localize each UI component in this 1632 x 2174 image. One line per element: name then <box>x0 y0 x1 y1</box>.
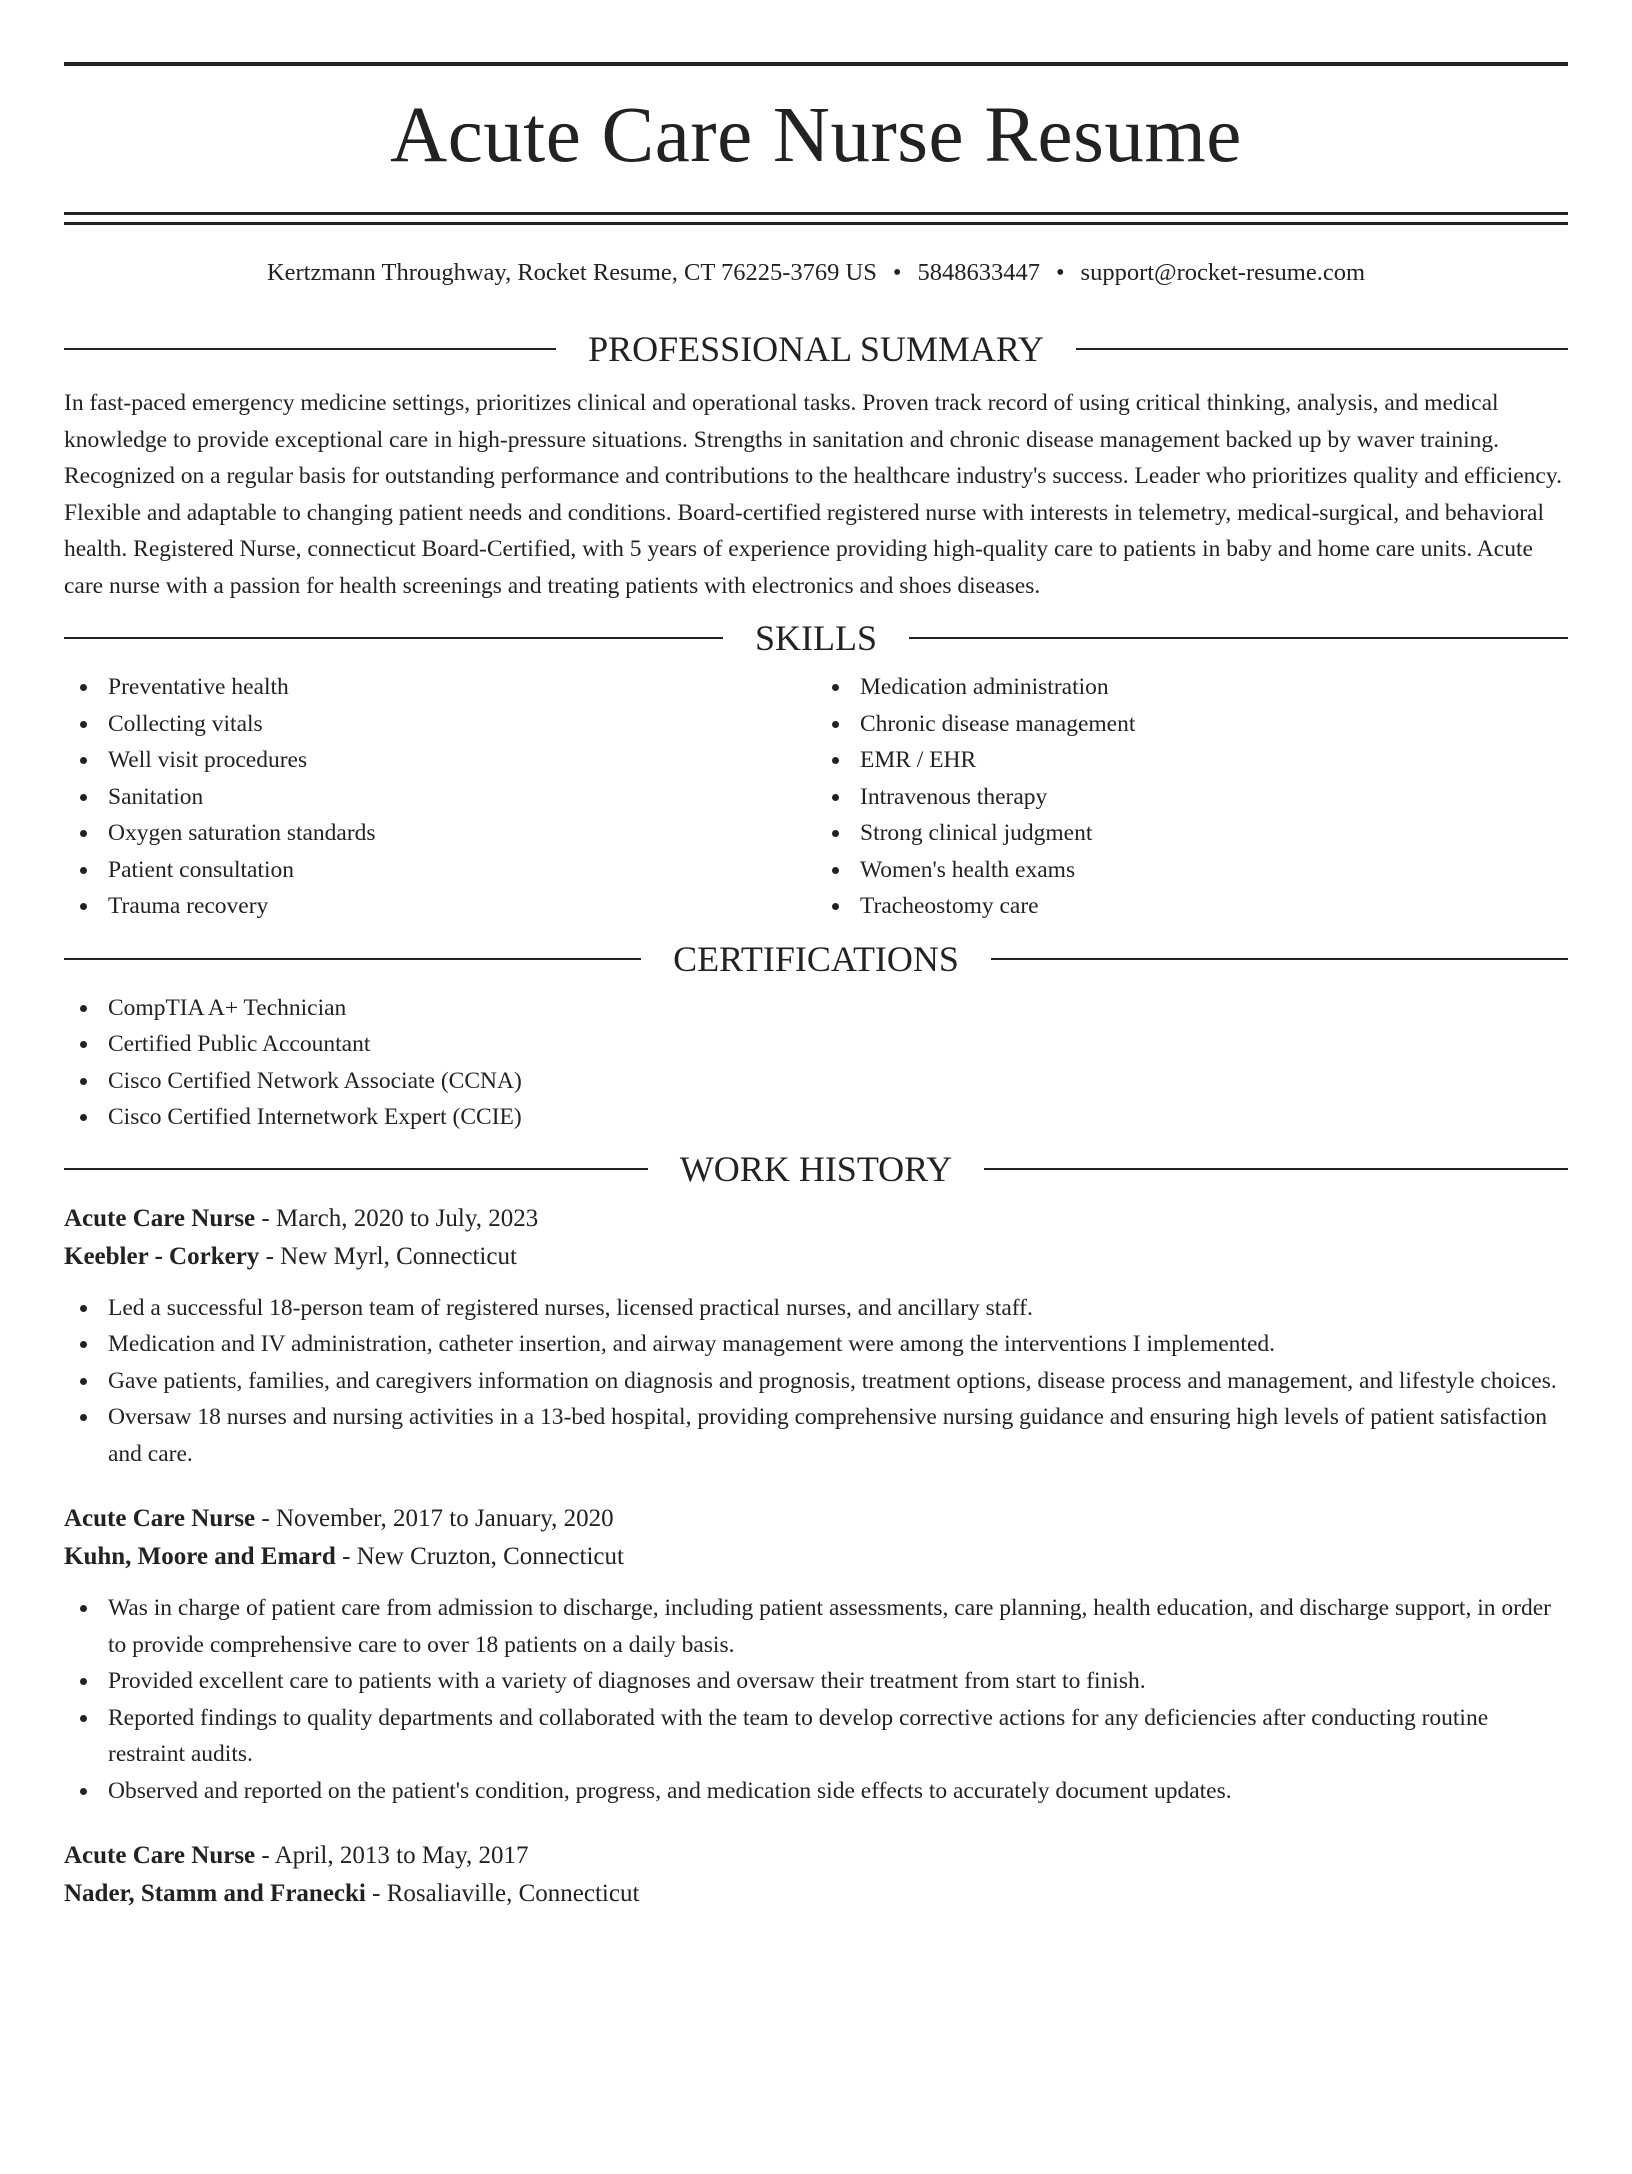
contact-email: support@rocket-resume.com <box>1080 259 1366 286</box>
skills-left-list <box>64 669 816 925</box>
skill-item: EMR / EHR <box>816 742 1568 779</box>
skill-item: Strong clinical judgment <box>816 815 1568 852</box>
dash: - <box>255 1505 276 1532</box>
skill-item: Women's health exams <box>816 852 1568 889</box>
job-entry <box>64 1200 1568 1473</box>
certification-item: Certified Public Accountant <box>64 1026 1568 1063</box>
skill-item: Well visit procedures <box>64 742 816 779</box>
job-company: Keebler - Corkery <box>64 1242 260 1270</box>
skills-column-left <box>64 669 816 925</box>
job-location: New Cruzton, Connecticut <box>356 1543 624 1570</box>
resume-page <box>0 62 1632 2174</box>
skill-item: Sanitation <box>64 779 816 816</box>
dash: - <box>255 1204 276 1232</box>
job-title: Acute Care Nurse <box>64 1505 256 1532</box>
skills-list <box>64 669 1568 925</box>
page-title: Acute Care Nurse Resume <box>390 92 1242 179</box>
job-company-line <box>64 1538 1568 1576</box>
section-heading-summary <box>64 329 1568 369</box>
section-title: PROFESSIONAL SUMMARY <box>588 329 1044 369</box>
heading-rule <box>64 958 641 960</box>
job-bullet: Provided excellent care to patients with a variety of diagnoses and oversaw their treatment from start to finish. <box>64 1663 1568 1700</box>
section-title: WORK HISTORY <box>679 1148 953 1189</box>
job-entry <box>64 1837 1568 1913</box>
dash: - <box>335 1543 357 1570</box>
section-heading-certifications <box>64 939 1568 979</box>
job-location: Rosaliaville, Connecticut <box>386 1880 640 1907</box>
section-heading-skills <box>64 618 1568 658</box>
job-title-line <box>64 1200 1568 1238</box>
job-dates: March, 2020 to July, 2023 <box>275 1204 539 1232</box>
contact-address: Kertzmann Throughway, Rocket Resume, CT 76225-3769 US <box>266 259 877 286</box>
certification-item: CompTIA A+ Technician <box>64 990 1568 1027</box>
skill-item: Medication administration <box>816 669 1568 706</box>
skills-right-list <box>816 669 1568 925</box>
heading-rule <box>64 348 556 350</box>
skill-item: Tracheostomy care <box>816 888 1568 925</box>
job-bullet: Oversaw 18 nurses and nursing activities in a 13-bed hospital, providing comprehensive nursing guidance and ensuring high levels of patient satisfaction and care. <box>64 1399 1568 1472</box>
skill-item: Intravenous therapy <box>816 779 1568 816</box>
job-title-line <box>64 1837 1568 1875</box>
contact-separator: • <box>1055 259 1065 286</box>
certification-item: Cisco Certified Internetwork Expert (CCIE) <box>64 1099 1568 1136</box>
section-title: CERTIFICATIONS <box>673 938 959 979</box>
dash: - <box>365 1880 387 1907</box>
skill-item: Collecting vitals <box>64 706 816 743</box>
dash: - <box>255 1842 275 1869</box>
job-company: Nader, Stamm and Franecki <box>64 1880 366 1907</box>
job-location: New Myrl, Connecticut <box>280 1242 517 1270</box>
job-entry <box>64 1500 1568 1809</box>
job-company-line <box>64 1875 1568 1913</box>
certification-item: Cisco Certified Network Associate (CCNA) <box>64 1063 1568 1100</box>
heading-rule <box>64 1168 648 1170</box>
skill-item: Patient consultation <box>64 852 816 889</box>
skill-item: Trauma recovery <box>64 888 816 925</box>
job-dates: November, 2017 to January, 2020 <box>275 1505 614 1532</box>
certifications-list <box>64 990 1568 1136</box>
job-bullet: Medication and IV administration, catheter insertion, and airway management were among the interventions I implemented. <box>64 1326 1568 1363</box>
heading-rule <box>64 637 723 639</box>
skills-column-right <box>816 669 1568 925</box>
job-company: Kuhn, Moore and Emard <box>64 1543 336 1570</box>
job-bullet: Led a successful 18-person team of registered nurses, licensed practical nurses, and ancillary staff. <box>64 1290 1568 1327</box>
heading-rule <box>984 1168 1568 1170</box>
contact-line <box>64 258 1568 288</box>
job-bullets <box>64 1290 1568 1473</box>
job-company-line <box>64 1238 1568 1276</box>
contact-phone: 5848633447 <box>917 259 1040 286</box>
job-bullet: Reported findings to quality departments and collaborated with the team to develop corrective actions for any deficiencies after conducting routine restraint audits. <box>64 1700 1568 1773</box>
job-bullet: Observed and reported on the patient's condition, progress, and medication side effects to accurately document updates. <box>64 1773 1568 1810</box>
job-bullets <box>64 1590 1568 1809</box>
heading-rule <box>909 637 1568 639</box>
title-double-rule <box>64 212 1568 225</box>
skill-item: Preventative health <box>64 669 816 706</box>
job-title-line <box>64 1500 1568 1538</box>
job-bullet: Gave patients, families, and caregivers information on diagnosis and prognosis, treatment options, disease process and management, and lifestyle choices. <box>64 1363 1568 1400</box>
section-heading-work-history <box>64 1149 1568 1189</box>
summary-text: In fast-paced emergency medicine settings, prioritizes clinical and operational tasks. Proven track record of using critical thinking, analysis, and medical knowledge to provide exceptional care in high-pressure situations. Strengths in sanitation and chronic disease management backed up by waver training. Recognized on a regular basis for outstanding performance and contributions to the healthcare industry's success. Leader who prioritizes quality and efficiency. Flexible and adaptable to changing patient needs and conditions. Board-certified registered nurse with interests in telemetry, medical-surgical, and behavioral health. Registered Nurse, connecticut Board-Certified, with 5 years of experience providing high-quality care to patients in baby and home care units. Acute care nurse with a passion for health screenings and treating patients with electronics and shoes diseases. <box>64 390 1562 599</box>
heading-rule <box>1076 348 1568 350</box>
skill-item: Chronic disease management <box>816 706 1568 743</box>
job-title: Acute Care Nurse <box>64 1204 256 1232</box>
job-bullet: Was in charge of patient care from admission to discharge, including patient assessments, care planning, health education, and discharge support, in order to provide comprehensive care to over 18 patients on a daily basis. <box>64 1590 1568 1663</box>
job-dates: April, 2013 to May, 2017 <box>274 1842 529 1869</box>
dash: - <box>259 1242 281 1270</box>
job-title: Acute Care Nurse <box>64 1842 256 1869</box>
section-title: SKILLS <box>755 618 878 658</box>
contact-separator: • <box>892 259 902 286</box>
skill-item: Oxygen saturation standards <box>64 815 816 852</box>
heading-rule <box>991 958 1568 960</box>
